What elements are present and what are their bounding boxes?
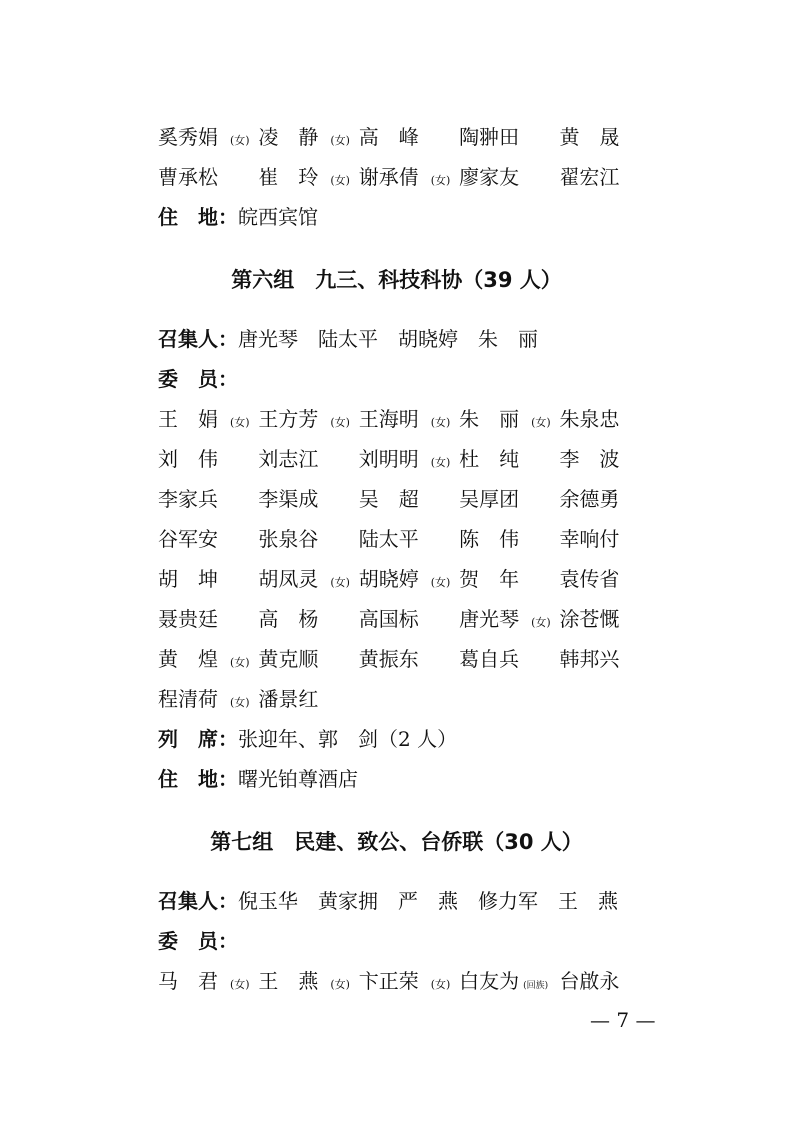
convener-names: 倪玉华 黄家拥 严 燕 修力军 王 燕	[238, 889, 618, 913]
member-name: 黄克顺	[258, 647, 319, 671]
members-heading	[158, 362, 238, 396]
member-name: 潘景红	[258, 687, 319, 711]
residence-value: 曙光铂尊酒店	[238, 767, 358, 791]
member-name: 刘 伟	[158, 447, 218, 471]
member-row: 曹承松 崔 玲 (女) 谢承倩 (女) 廖家友 翟宏江	[158, 160, 653, 194]
member-name: 王 娟	[158, 407, 218, 431]
convener-label: 召集人：	[158, 889, 238, 913]
member-name: 唐光琴	[459, 607, 520, 631]
member-name: 卞正荣	[358, 969, 419, 993]
member-name: 葛自兵	[459, 647, 520, 671]
member-name: 曹承松	[158, 165, 218, 189]
members-label: 委 员：	[158, 367, 238, 391]
member-name: 高 杨	[258, 607, 319, 631]
member-name: 翟宏江	[559, 165, 620, 189]
member-name: 陆太平	[358, 527, 419, 551]
member-name: 廖家友	[459, 165, 520, 189]
member-name: 吴 超	[358, 487, 419, 511]
member-row: 程清荷 (女) 潘景红	[158, 682, 352, 716]
member-name: 袁传省	[559, 567, 620, 591]
member-name: 朱泉忠	[559, 407, 620, 431]
member-name: 胡凤灵	[258, 567, 319, 591]
member-row: 黄 煌 (女) 黄克顺 黄振东 葛自兵 韩邦兴	[158, 642, 653, 676]
group7-title: 第七组 民建、致公、台侨联（30 人）	[210, 830, 583, 854]
member-name: 贺 年	[459, 567, 520, 591]
member-name: 杜 纯	[459, 447, 520, 471]
member-name: 涂苍慨	[559, 607, 620, 631]
member-name: 白友为	[459, 969, 520, 993]
member-name: 朱 丽	[459, 407, 520, 431]
member-name: 谢承倩	[358, 165, 419, 189]
group6-title: 第六组 九三、科技科协（39 人）	[231, 268, 562, 292]
member-name: 聂贵廷	[158, 607, 218, 631]
member-name: 陈 伟	[459, 527, 520, 551]
members-heading	[158, 924, 238, 958]
member-name: 刘明明	[358, 447, 419, 471]
member-name: 李 波	[559, 447, 620, 471]
member-name: 王海明	[358, 407, 419, 431]
attendee-label: 列 席：	[158, 727, 238, 751]
member-name: 胡 坤	[158, 567, 218, 591]
member-name: 台啟永	[559, 969, 620, 993]
member-name: 高 峰	[358, 125, 419, 149]
member-name: 胡晓婷	[358, 567, 419, 591]
convener-label: 召集人：	[158, 327, 238, 351]
member-row	[158, 482, 653, 516]
member-row: 奚秀娟 (女) 凌 静 (女) 高 峰 陶翀田 黄 晟	[158, 120, 653, 154]
member-name: 崔 玲	[258, 165, 319, 189]
member-name: 吴厚团	[459, 487, 520, 511]
member-name: 黄 晟	[559, 125, 620, 149]
member-row: 马 君 (女) 王 燕 (女) 卞正荣 (女) 白友为 (回族) 台啟永	[158, 964, 653, 998]
member-name: 幸响付	[559, 527, 620, 551]
member-name: 刘志江	[258, 447, 319, 471]
attendee-value: 张迎年、郭 剑（2 人）	[238, 727, 458, 751]
member-name: 马 君	[158, 969, 218, 993]
convener-line	[158, 884, 618, 918]
page-number: — 7 —	[590, 1008, 656, 1032]
member-name: 陶翀田	[459, 125, 520, 149]
member-name: 余德勇	[559, 487, 620, 511]
member-name: 王方芳	[258, 407, 319, 431]
convener-names: 唐光琴 陆太平 胡晓婷 朱 丽	[238, 327, 538, 351]
member-name: 韩邦兴	[559, 647, 620, 671]
member-row: 王 娟 (女) 王方芳 (女) 王海明 (女) 朱 丽 (女) 朱泉忠	[158, 402, 653, 436]
convener-line	[158, 322, 538, 356]
member-name: 谷军安	[158, 527, 218, 551]
member-name: 凌 静	[258, 125, 319, 149]
member-name: 黄 煌	[158, 647, 218, 671]
member-name: 李家兵	[158, 487, 218, 511]
member-row	[158, 522, 653, 556]
member-row: 聂贵廷 高 杨 高国标 唐光琴 (女) 涂苍慨	[158, 602, 653, 636]
residence-line	[158, 762, 358, 796]
member-name: 程清荷	[158, 687, 218, 711]
member-name: 王 燕	[258, 969, 319, 993]
members-label: 委 员：	[158, 929, 238, 953]
member-name: 张泉谷	[258, 527, 319, 551]
residence-label: 住 地：	[158, 767, 238, 791]
residence-line	[158, 200, 318, 234]
member-name: 李渠成	[258, 487, 319, 511]
member-name: 奚秀娟	[158, 125, 218, 149]
attendee-line	[158, 722, 457, 756]
member-row: 胡 坤 胡凤灵 (女) 胡晓婷 (女) 贺 年 袁传省	[158, 562, 653, 596]
member-name: 黄振东	[358, 647, 419, 671]
member-row: 刘 伟 刘志江 刘明明 (女) 杜 纯 李 波	[158, 442, 653, 476]
residence-value: 皖西宾馆	[238, 205, 318, 229]
member-name: 高国标	[358, 607, 419, 631]
residence-label: 住 地：	[158, 205, 238, 229]
